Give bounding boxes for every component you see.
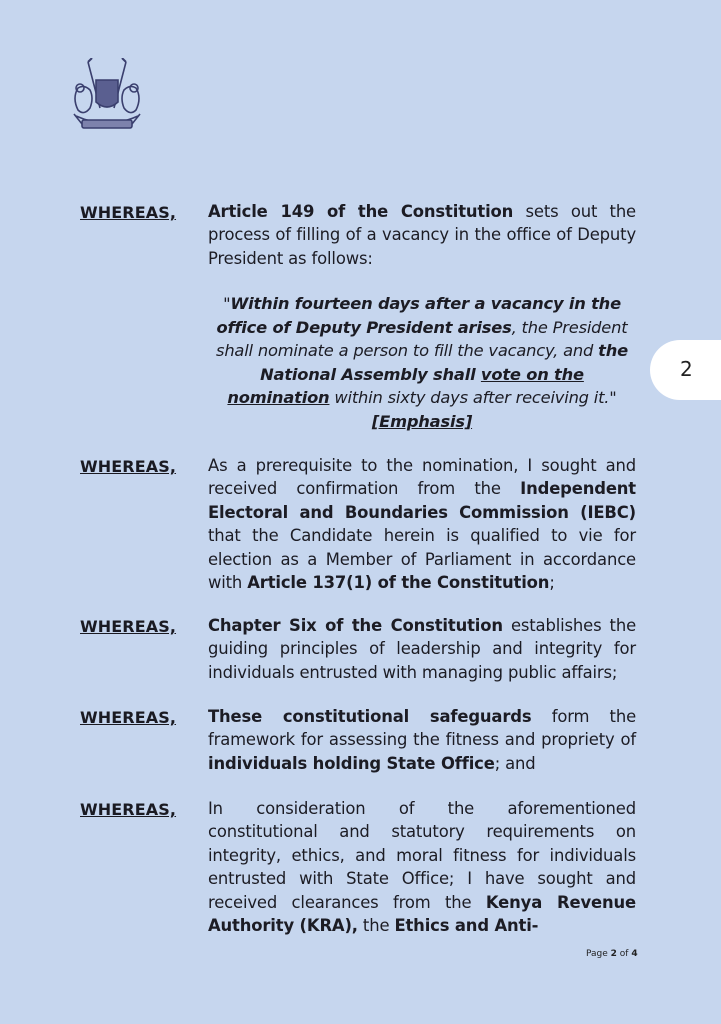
body-text: In consideration of the aforementioned constitutional and statutory requirements on integrity, ethics, and moral fitness for individuals entrusted with State Office; I have sought and received clearances from the [208, 799, 636, 912]
tab-number: 2 [680, 357, 693, 381]
section-paragraph-5 [208, 797, 636, 937]
footer-prefix: Page [586, 949, 611, 959]
coat-of-arms-logo [66, 58, 148, 136]
footer-current-page: 2 [610, 949, 617, 959]
body-text: ; [549, 573, 555, 593]
page-number-tab [650, 340, 721, 400]
body-text: sets out the process of filling of a vacancy in the office of Deputy President as follows: [208, 202, 636, 268]
section-paragraph-1 [208, 200, 636, 270]
quote-mark: " [223, 294, 231, 313]
bold-text: Article 149 of the Constitution [208, 202, 514, 221]
whereas-label-3: WHEREAS, [80, 617, 177, 636]
bold-text: Ethics and Anti- [394, 916, 539, 936]
whereas-label-2: WHEREAS, [80, 457, 177, 476]
bold-text: Chapter Six of the Constitution [208, 616, 503, 635]
body-text: As a prerequisite to the nomination, I sought and received confirmation from the [208, 456, 636, 499]
page-footer [586, 949, 638, 959]
footer-total-pages: 4 [631, 949, 638, 959]
quote-text-2: within sixty days after receiving it." [329, 388, 617, 407]
quote-bold-2: the National Assembly shall [260, 341, 628, 384]
body-text: that the Candidate herein is qualified to vie for election as a Member of Parliament in accordance with [208, 526, 636, 593]
body-text: the [357, 916, 395, 936]
emphasis-note: [Emphasis] [371, 411, 473, 431]
section-paragraph-4 [208, 705, 636, 775]
body-text: ; and [494, 753, 536, 773]
bold-text: Independent Electoral and Boundaries Commission (IEBC) [208, 479, 636, 522]
whereas-label-4: WHEREAS, [80, 708, 177, 727]
bold-text: These constitutional safeguards [208, 707, 532, 726]
whereas-label-5: WHEREAS, [80, 800, 177, 819]
quote-bold-1: Within fourteen days after a vacancy in the office of Deputy President arises [216, 294, 621, 337]
body-text: establishes the guiding principles of leadership and integrity for individuals entrusted with managing public affairs; [208, 616, 637, 682]
quote-bold-underline: vote on the nomination [227, 364, 584, 407]
bold-text: Kenya Revenue Authority (KRA), [208, 892, 636, 936]
section-paragraph-2 [208, 454, 636, 594]
body-text: form the framework for assessing the fitness and propriety of [208, 707, 636, 750]
footer-sep: of [616, 949, 632, 959]
bold-text: individuals holding State Office [208, 753, 495, 773]
section-paragraph-3 [208, 614, 636, 684]
quote-text-1: , the President shall nominate a person to fill the vacancy, and [216, 317, 628, 360]
whereas-label-1: WHEREAS, [80, 203, 177, 222]
constitution-quote [208, 292, 636, 433]
bold-text: Article 137(1) of the Constitution [247, 573, 550, 593]
